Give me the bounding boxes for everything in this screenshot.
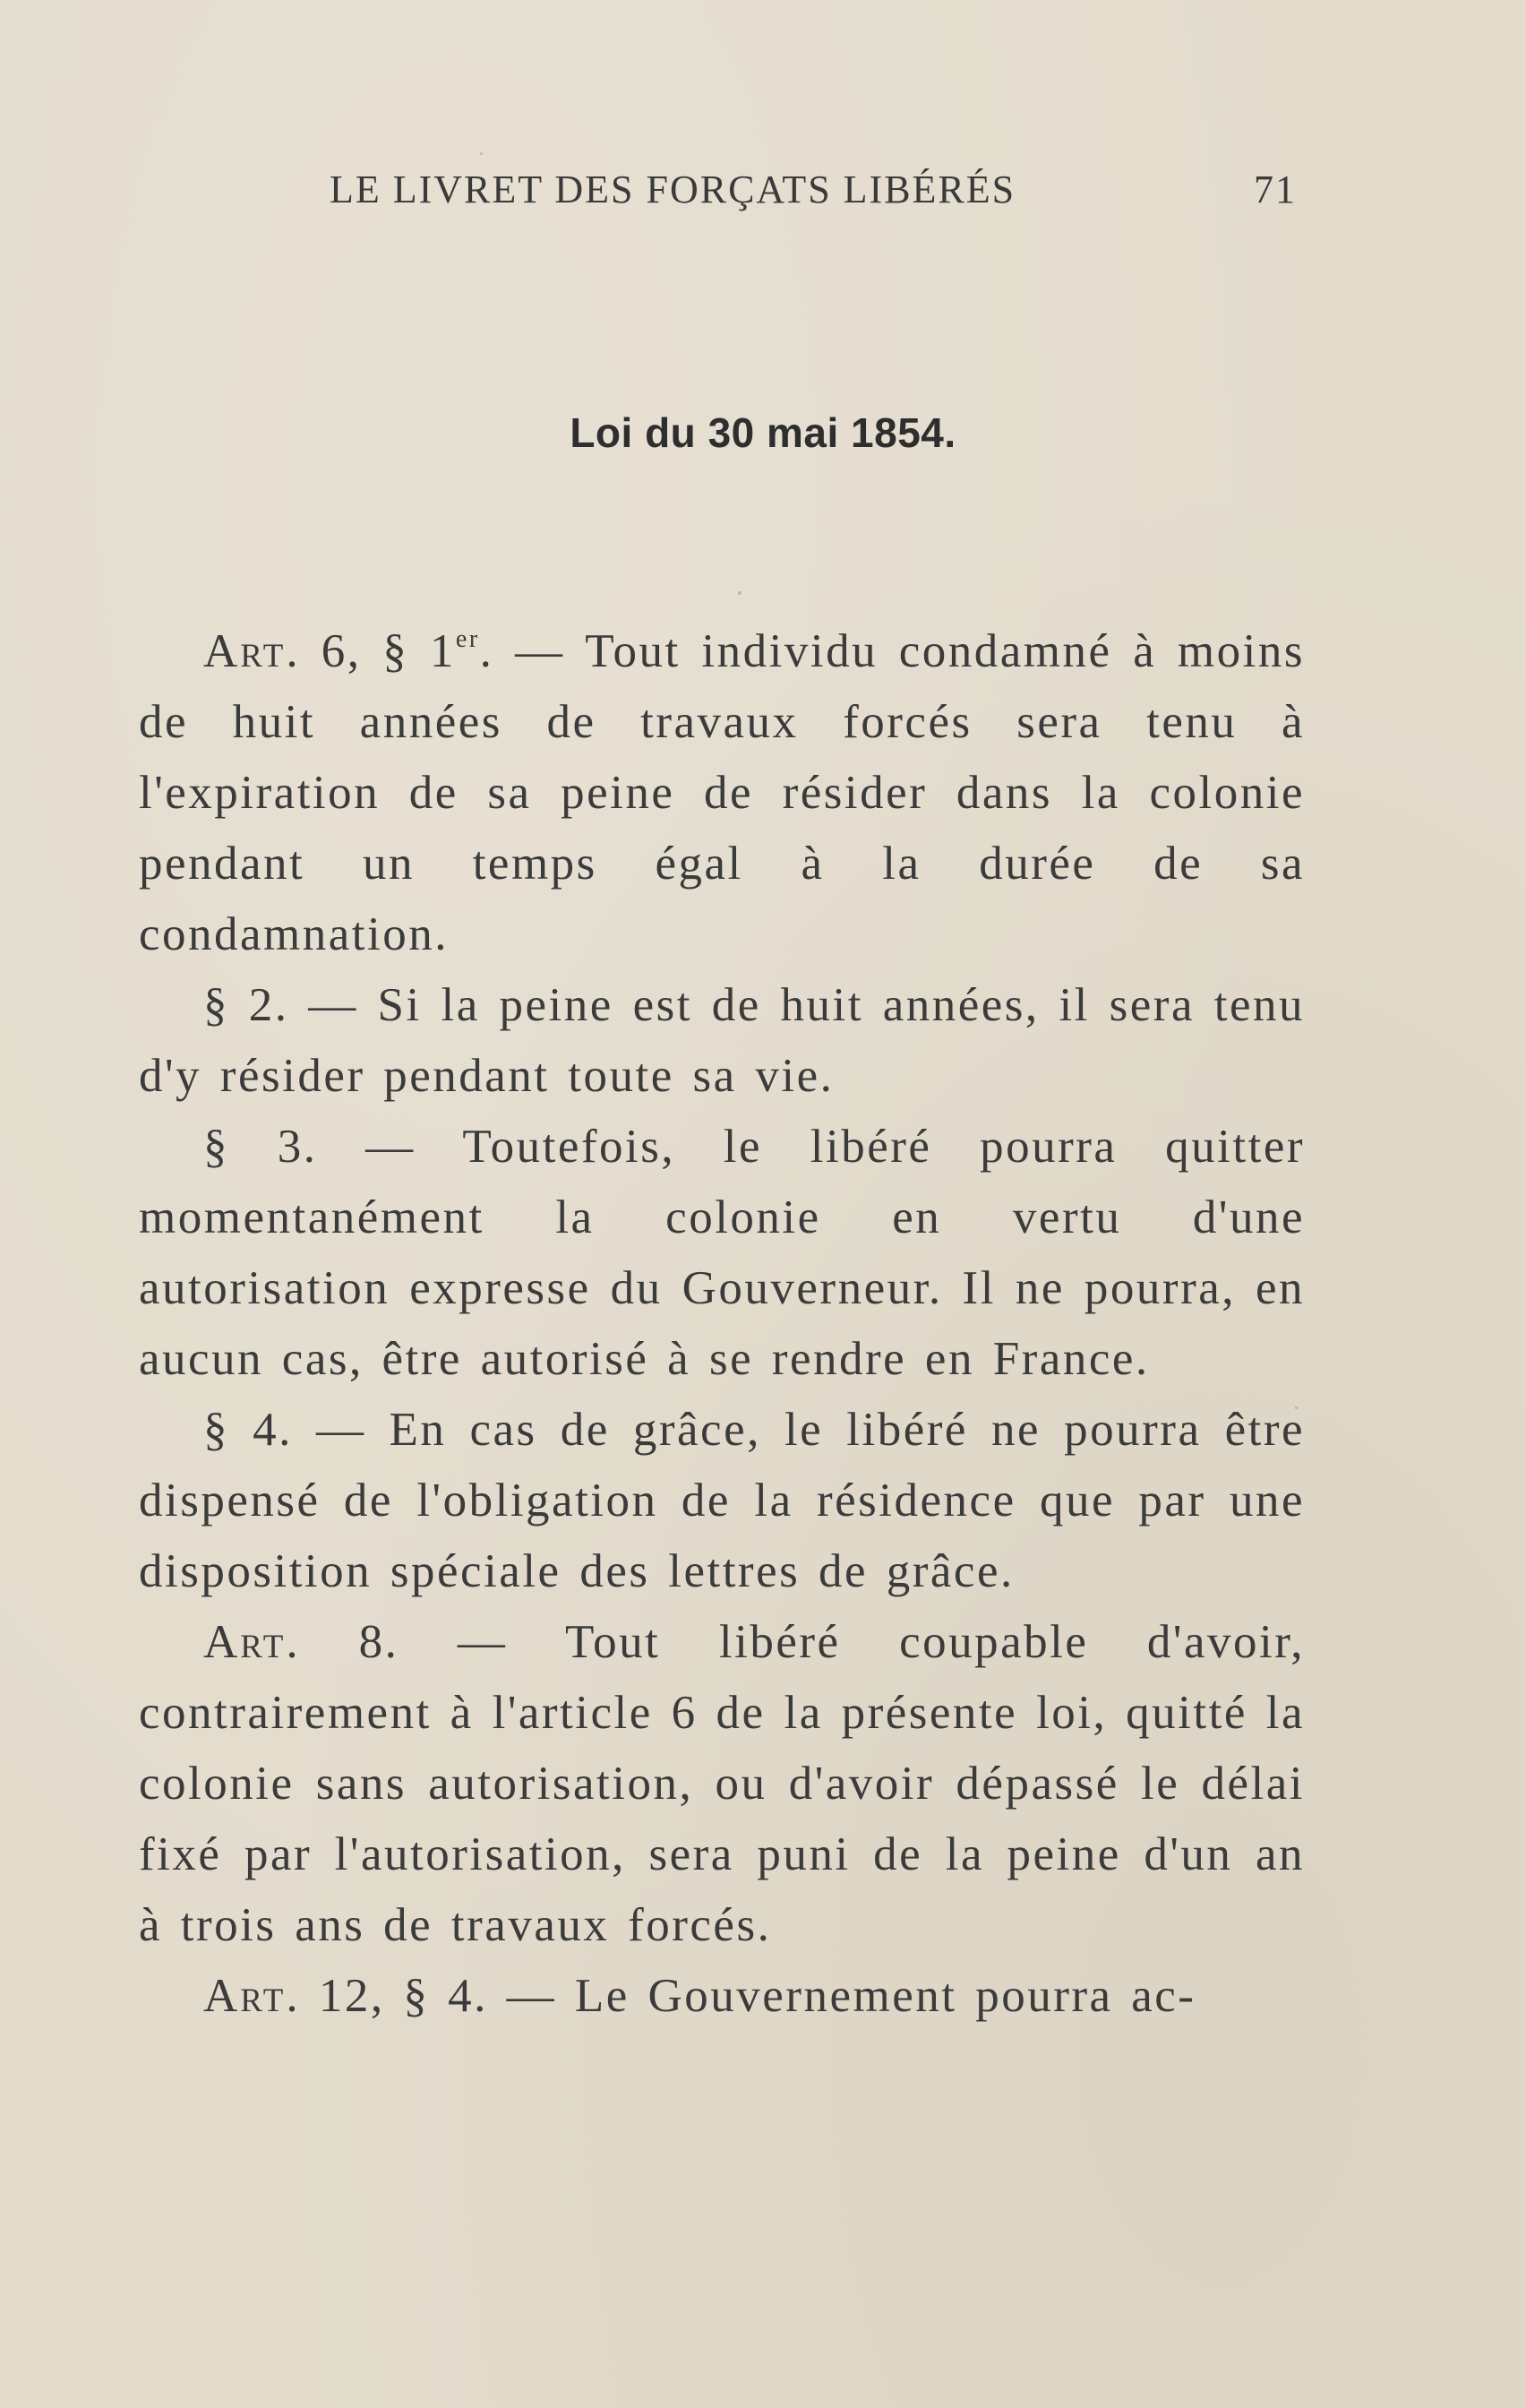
article-reference: . 6, § 1: [286, 625, 456, 677]
article-label: Art: [203, 1970, 287, 2022]
paper-speck: [738, 591, 742, 595]
running-title: LE LIVRET DES FORÇATS LIBÉRÉS: [330, 168, 1016, 211]
article-label: Art: [203, 625, 287, 677]
paragraph-art-12: [139, 1961, 1305, 2032]
paragraph-section-2: § 2. — Si la peine est de huit années, il sera tenu d'y résider pendant toute sa vie.: [139, 979, 1305, 1102]
article-label: Art: [203, 1616, 287, 1668]
section-title: Loi du 30 mai 1854.: [570, 409, 956, 456]
paragraph-text: . 8. — Tout libéré coupable d'avoir, contrairement à l'article 6 de la présente loi, quitté la colonie sans autorisation, ou d'avoir dépassé le délai fixé par l'autorisation, sera puni de la peine d'un an à trois ans de travaux forcés.: [139, 1616, 1305, 1951]
paragraph-text: . — Tout individu condamné à moins de huit années de travaux forcés sera tenu à l'expiration de sa peine de résider dans la colonie pendant un temps égal à la durée de sa condamnation.: [139, 625, 1306, 960]
body-text: [139, 616, 1305, 2032]
paragraph-text: . 12, § 4. — Le Gouvernement pourra ac-: [286, 1970, 1196, 2022]
paragraph-section-4: § 4. — En cas de grâce, le libéré ne pourra être dispensé de l'obligation de la résidence que par une disposition spéciale des lettres de grâce.: [139, 1404, 1305, 1597]
paragraph-section-3: § 3. — Toutefois, le libéré pourra quitter momentanément la colonie en vertu d'une autorisation expresse du Gouverneur. Il ne pourra, en aucun cas, être autorisé à se rendre en France.: [139, 1121, 1305, 1385]
paragraph-art-6: [139, 616, 1305, 970]
paper-speck: [1295, 1406, 1298, 1409]
page-number: 71: [1254, 168, 1297, 211]
paragraph-art-8: [139, 1607, 1305, 1961]
running-head: [330, 167, 1297, 220]
ordinal-superscript: er: [455, 625, 480, 653]
paper-speck: [480, 152, 483, 155]
